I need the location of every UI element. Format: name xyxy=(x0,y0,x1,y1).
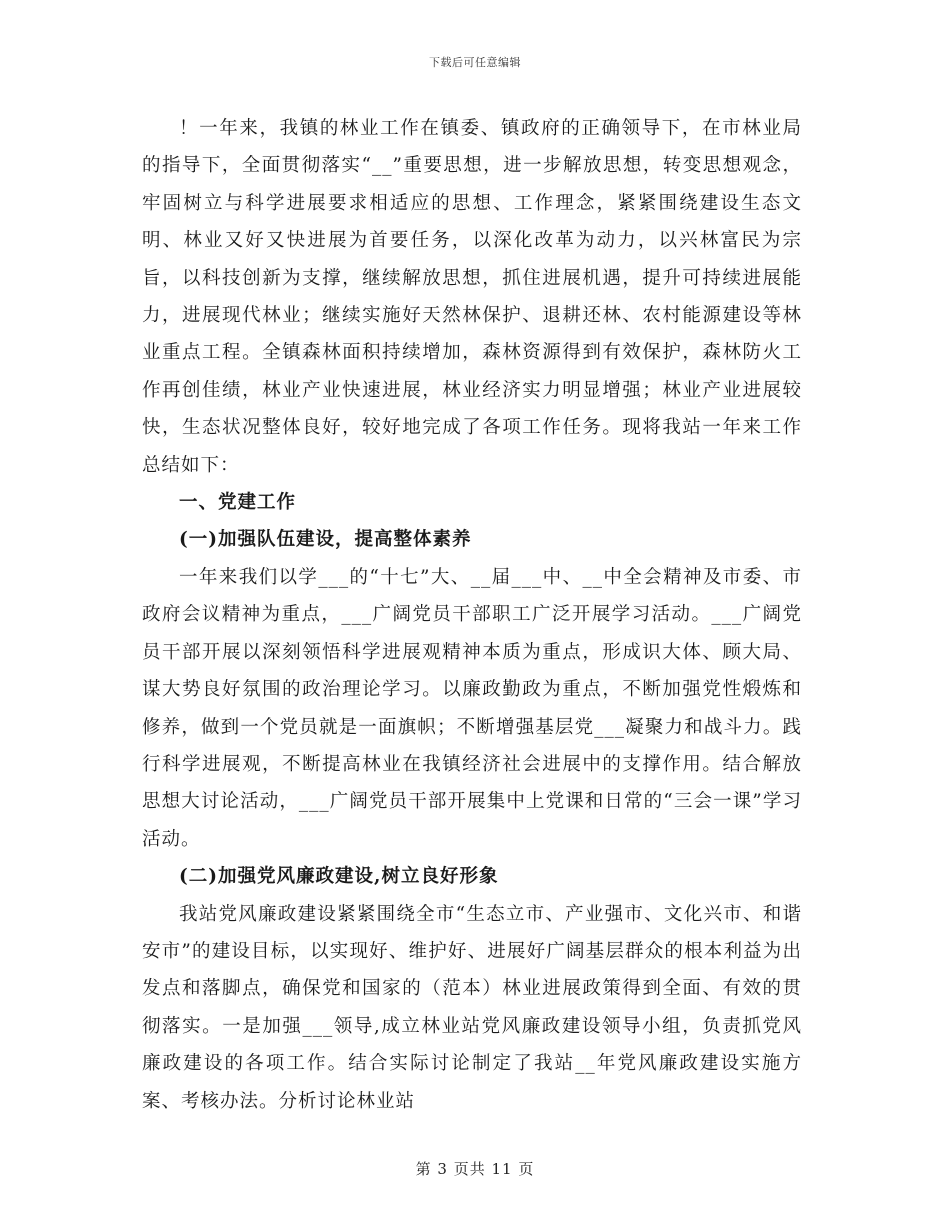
team-building-paragraph: 一年来我们以学___的“十七”大、__届___中、__中全会精神及市委、市政府会议精神为重点，___广阔党员干部职工广泛开展学习活动。___广阔党员干部开展以深刻领悟科学进展观精神本质为重点，形成识大体、顾大局、谋大势良好氛围的政治理论学习。以廉政勤政为重点，不断加强党性煅炼和修养，做到一个党员就是一面旗帜；不断增强基层党___凝聚力和战斗力。践行科学进展观，不断提高林业在我镇经济社会进展中的支撑作用。结合解放思想大讨论活动，___广阔党员干部开展集中上党课和日常的“三会一课”学习活动。 xyxy=(142,566,802,850)
section-heading-party-building: 一、党建工作 xyxy=(179,492,297,514)
page-footer: 第 3 页共 11 页 xyxy=(415,1160,535,1178)
subsection-heading-clean-government: (二)加强党风廉政建设,树立良好形象 xyxy=(179,866,499,888)
clean-government-paragraph: 我站党风廉政建设紧紧围绕全市“生态立市、产业强市、文化兴市、和谐安市”的建设目标，以实现好、维护好、进展好广阔基层群众的根本利益为出发点和落脚点，确保党和国家的（范本）林业进展政策得到全面、有效的贯彻落实。一是加强___领导,成立林业站党风廉政建设领导小组，负责抓党风廉政建设的各项工作。结合实际讨论制定了我站__年党风廉政建设实施方案、考核办法。分析讨论林业站 xyxy=(142,903,802,1112)
document-body xyxy=(142,110,802,1120)
page-header: 下载后可任意编辑 xyxy=(429,56,521,69)
intro-paragraph: ！一年来，我镇的林业工作在镇委、镇政府的正确领导下，在市林业局的指导下，全面贯彻落实“__”重要思想，进一步解放思想，转变思想观念，牢固树立与科学进展要求相适应的思想、工作理念，紧紧围绕建设生态文明、林业又好又快进展为首要任务，以深化改革为动力，以兴林富民为宗旨，以科技创新为支撑，继续解放思想，抓住进展机遇，提升可持续进展能力，进展现代林业；继续实施好天然林保护、退耕还林、农村能源建设等林业重点工程。全镇森林面积持续增加，森林资源得到有效保护，森林防火工作再创佳绩，林业产业快速进展，林业经济实力明显增强；林业产业进展较快，生态状况整体良好，较好地完成了各项工作任务。现将我站一年来工作总结如下： xyxy=(142,118,802,476)
subsection-heading-team-building: (一)加强队伍建设，提高整体素养 xyxy=(179,529,472,551)
